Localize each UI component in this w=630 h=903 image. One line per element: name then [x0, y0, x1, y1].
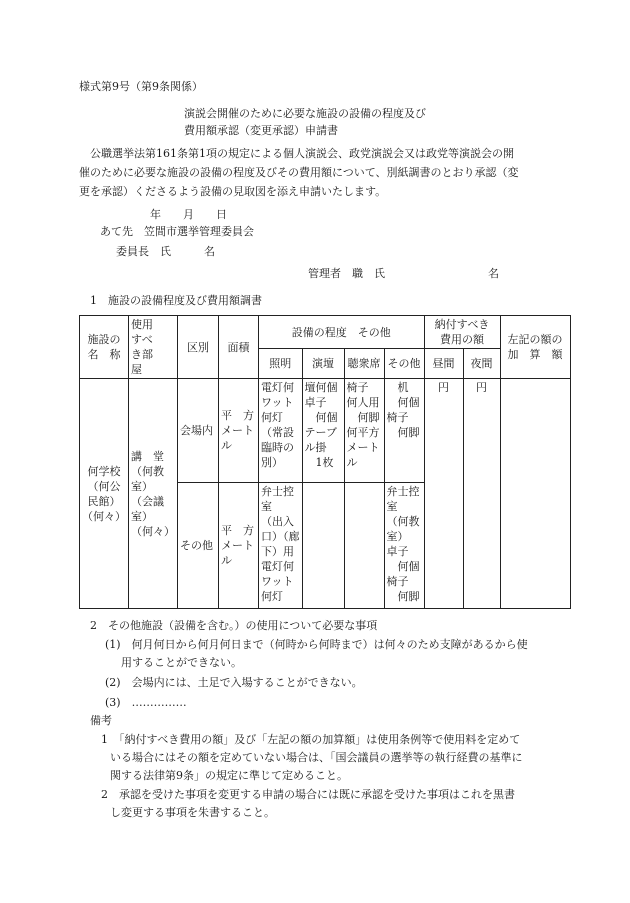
row1-podium: 壇何個 卓子 何個 テーブ ル掛 1枚: [304, 381, 338, 469]
remark-1-line-3: 関する法律第9条」の規定に準じて定めること。: [110, 769, 348, 782]
header-room: 使用 すべ き部 屋: [131, 318, 153, 376]
row1-other: 机 何個 椅子 何脚: [386, 381, 420, 439]
header-lighting: 照明: [269, 357, 292, 370]
title-line-1: 演説会開催のために必要な施設の設備の程度及び: [184, 107, 426, 120]
intro-line-1: 公職選挙法第161条第1項の規定による個人演説会、政党演説会又は政党等演説会の開: [90, 147, 514, 160]
section-2-item-3: (3) ……………: [105, 696, 187, 709]
addition-cell: [501, 379, 570, 381]
facility-name-cell: 何学校 （何公 民館） （何々）: [82, 464, 126, 523]
row2-seats: [345, 483, 384, 485]
row2-area: 平 方 メート ル: [221, 524, 254, 567]
date-line: 年 月 日: [150, 208, 227, 221]
header-equipment: 設備の程度 その他: [291, 325, 391, 339]
header-area: 面積: [227, 340, 250, 354]
remark-2-line-1: 2 承認を受けた事項を変更する申請の場合には既に承認を受けた事項はこれを黒書: [101, 788, 515, 801]
header-other: その他: [387, 357, 421, 370]
header-addition: 左記の額の 加 算 額: [507, 333, 563, 361]
remark-2-line-2: し変更する事項を朱書すること。: [110, 806, 275, 819]
manager-name-suffix: 名: [488, 267, 499, 280]
section-2-heading: 2 その他施設（設備を含む。）の使用について必要な事項: [90, 619, 378, 632]
row1-class: 会場内: [180, 424, 213, 437]
remark-1-line-1: 1 「納付すべき費用の額」及び「左記の額の加算額」は使用条例等で使用料を定めて: [101, 733, 521, 746]
chair-line: 委員長 氏 名: [116, 245, 215, 258]
title-line-2: 費用額承認（変更承認）申請書: [184, 124, 338, 137]
header-day: 昼間: [432, 357, 455, 370]
header-podium: 演壇: [312, 357, 334, 370]
row2-podium: [303, 483, 344, 485]
row2-class: その他: [180, 539, 213, 552]
section-2-item-1: (1) 何月何日から何月何日まで（何時から何時まで）は何々のため支障があるから使: [105, 638, 528, 651]
header-night: 夜間: [470, 357, 493, 370]
section-1-heading: 1 施設の設備程度及び費用額調書: [90, 294, 262, 307]
header-fee: 納付すべき 費用の額: [434, 318, 490, 346]
intro-line-2: 催のために必要な施設の設備の程度及びその費用額について、別紙調書のとおり承認（変: [79, 166, 519, 179]
header-class: 区別: [187, 340, 209, 354]
row2-other: 弁士控 室 （何教 室） 卓子 何個 椅子 何脚: [386, 485, 420, 603]
manager-line: 管理者 職 氏: [308, 267, 385, 280]
header-seats: 聴衆席: [347, 357, 381, 370]
intro-line-3: 更を承認）くださるよう設備の見取図を添え申請いたします。: [79, 185, 387, 198]
row1-seats: 椅子 何人用 何脚 何平方 メート ル: [346, 381, 380, 469]
room-cell: 講 堂 （何教 室） （会議 室） （何々）: [131, 449, 175, 538]
section-2-item-1-cont: 用することができない。: [121, 656, 242, 669]
day-fee-cell: 円: [438, 381, 449, 394]
row1-area: 平 方 メート ル: [221, 409, 254, 452]
remarks-title: 備考: [90, 714, 112, 727]
header-facility-name: 施設の 名 称: [87, 333, 121, 361]
fee-table: [79, 315, 571, 609]
row2-lighting: 弁士控 室 （出入 口）（廊 下）用 電灯何 ワット 何灯: [261, 485, 300, 603]
row1-lighting: 電灯何 ワット 何灯 （常設 臨時の 別）: [261, 381, 294, 469]
remark-1-line-2: いる場合にはその額を定めていない場合は、「国会議員の選挙等の執行経費の基準に: [110, 751, 523, 764]
section-2-item-2: (2) 会場内には、土足で入場することができない。: [105, 676, 363, 689]
form-id: 様式第9号（第9条関係）: [79, 80, 203, 93]
night-fee-cell: 円: [476, 381, 487, 394]
addressee: あて先 笠間市選挙管理委員会: [100, 225, 254, 238]
